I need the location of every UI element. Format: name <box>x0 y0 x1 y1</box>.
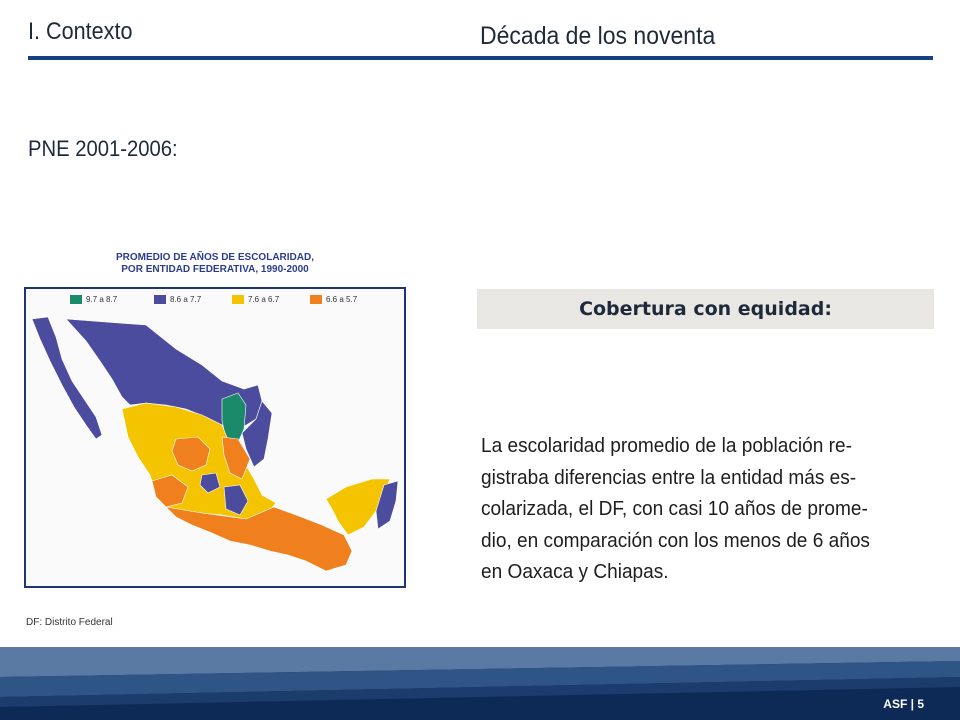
mexico-map <box>24 287 406 588</box>
legend-label: 9.7 a 8.7 <box>86 295 118 304</box>
legend-label: 8.6 a 7.7 <box>170 295 202 304</box>
map-title-line-1: PROMEDIO DE AÑOS DE ESCOLARIDAD, <box>116 252 314 263</box>
map-title-line-2: POR ENTIDAD FEDERATIVA, 1990-2000 <box>121 264 309 275</box>
section-title: I. Contexto <box>28 18 133 45</box>
map-graphic <box>26 289 404 586</box>
slide-title: Década de los noventa <box>480 22 716 50</box>
map-title <box>24 252 406 276</box>
plan-label: PNE 2001-2006: <box>28 136 178 161</box>
body-paragraph: La escolaridad promedio de la población re- gistraba diferencias entre la entidad más es- colarizada, el DF, con casi 10 años de prome- dio, en comparación con los menos de 6 años en Oaxaca y Chiapas. <box>481 434 870 583</box>
callout-heading: Cobertura con equidad: <box>477 289 934 329</box>
page-number: ASF | 5 <box>883 697 924 711</box>
title-divider <box>28 56 933 60</box>
footer-bar <box>0 647 960 720</box>
legend-label: 6.6 a 5.7 <box>326 295 358 304</box>
footnote: DF: Distrito Federal <box>26 617 113 628</box>
footer-graphic <box>0 647 960 720</box>
map-region-south <box>166 507 352 571</box>
legend-label: 7.6 a 6.7 <box>248 295 280 304</box>
